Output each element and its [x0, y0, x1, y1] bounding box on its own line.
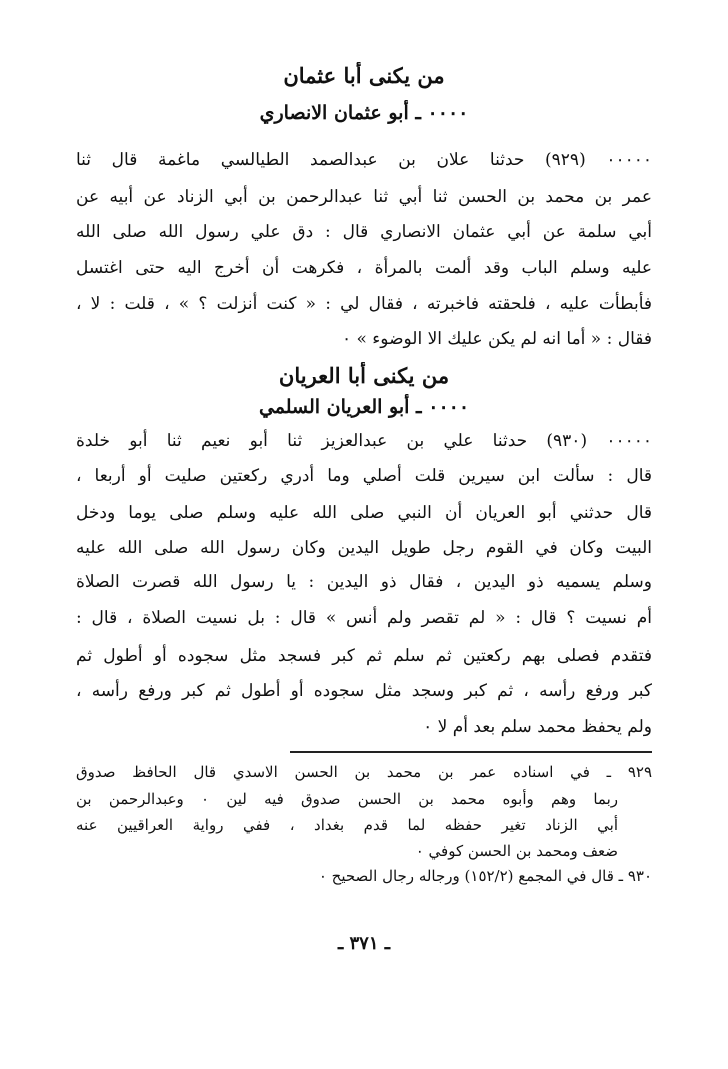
- footnote-929-line-1: ٩٢٩ ـ في اسناده عمر بن محمد بن الحسن الاسدي قال الحافظ صدوق: [76, 763, 652, 781]
- hadith-929-line-4: عليه وسلم الباب وقد ألمت بالمرأة ، فكرهت أن أخرج اليه حتى اغتسل: [76, 258, 652, 278]
- footnote-929-line-2: ربما وهم وأبوه محمد بن الحسن صدوق فيه لين ٠ وعبدالرحمن بن: [76, 790, 618, 808]
- hadith-929-line-6: فقال : « أما انه لم يكن عليك الا الوضوء » ٠: [341, 329, 652, 349]
- section-heading-abu-uthman: من يكنى أبا عثمان: [283, 63, 445, 88]
- section-subheading-abu-uthman: ٠٠٠٠ ـ أبو عثمان الانصاري: [259, 102, 469, 124]
- footnote-929-line-3: أبي الزناد تغير حفظه لما قدم بغداد ، ففي رواية العراقيين عنه: [76, 816, 618, 834]
- hadith-930-line-5: وسلم يسميه ذو اليدين ، فقال ذو اليدين : يا رسول الله قصرت الصلاة: [76, 572, 652, 592]
- footnote-930: ٩٣٠ ـ قال في المجمع (١٥٢/٢) ورجاله رجال الصحيح ٠: [318, 867, 652, 885]
- section-heading-abu-uryan: من يكنى أبا العريان: [278, 363, 450, 388]
- hadith-929-line-1: ٠٠٠٠٠ (٩٢٩) حدثنا علان بن عبدالصمد الطيالسي ماغمة قال ثنا: [76, 150, 652, 170]
- hadith-930-line-1: ٠٠٠٠٠ (٩٣٠) حدثنا علي بن عبدالعزيز ثنا أبو نعيم ثنا أبو خلدة: [76, 431, 652, 451]
- page-number: ـ ٣٧١ ـ: [337, 933, 391, 954]
- hadith-930-line-3: قال حدثني أبو العريان أن النبي صلى الله عليه وسلم صلى يوما ودخل: [76, 503, 652, 523]
- hadith-929-line-2: عمر بن محمد بن الحسن ثنا أبي ثنا عبدالرحمن بن أبي الزناد عن أبيه عن: [76, 187, 652, 207]
- hadith-930-line-6: أم نسيت ؟ قال : « لم تقصر ولم أنس » قال : بل نسيت الصلاة ، قال :: [76, 608, 652, 628]
- footnote-separator: [290, 751, 652, 753]
- footnote-929-line-4: ضعف ومحمد بن الحسن كوفي ٠: [415, 842, 618, 860]
- hadith-930-line-4: البيت وكان في القوم رجل طويل اليدين وكان رسول الله صلى الله عليه: [76, 538, 652, 558]
- hadith-930-line-2: قال : سألت ابن سيرين قلت أصلي وما أدري ركعتين صليت أو أربعا ،: [76, 466, 652, 486]
- hadith-930-line-8: كبر ورفع رأسه ، ثم كبر وسجد مثل سجوده أو أطول ثم كبر ورفع رأسه ،: [76, 681, 652, 701]
- hadith-929-line-5: فأبطأت عليه ، فلحقته فاخبرته ، فقال لي : « كنت أنزلت ؟ » ، قلت : لا ،: [76, 294, 652, 314]
- hadith-929-line-3: أبي سلمة عن أبي عثمان الانصاري قال : دق علي رسول الله صلى الله: [76, 222, 652, 242]
- hadith-930-line-9: ولم يحفظ محمد سلم بعد أم لا ٠: [423, 717, 652, 737]
- hadith-930-line-7: فتقدم فصلى بهم ركعتين ثم سلم ثم كبر فسجد مثل سجوده أو أطول ثم: [76, 646, 652, 666]
- section-subheading-abu-uryan: ٠٠٠٠ ـ أبو العريان السلمي: [258, 396, 470, 418]
